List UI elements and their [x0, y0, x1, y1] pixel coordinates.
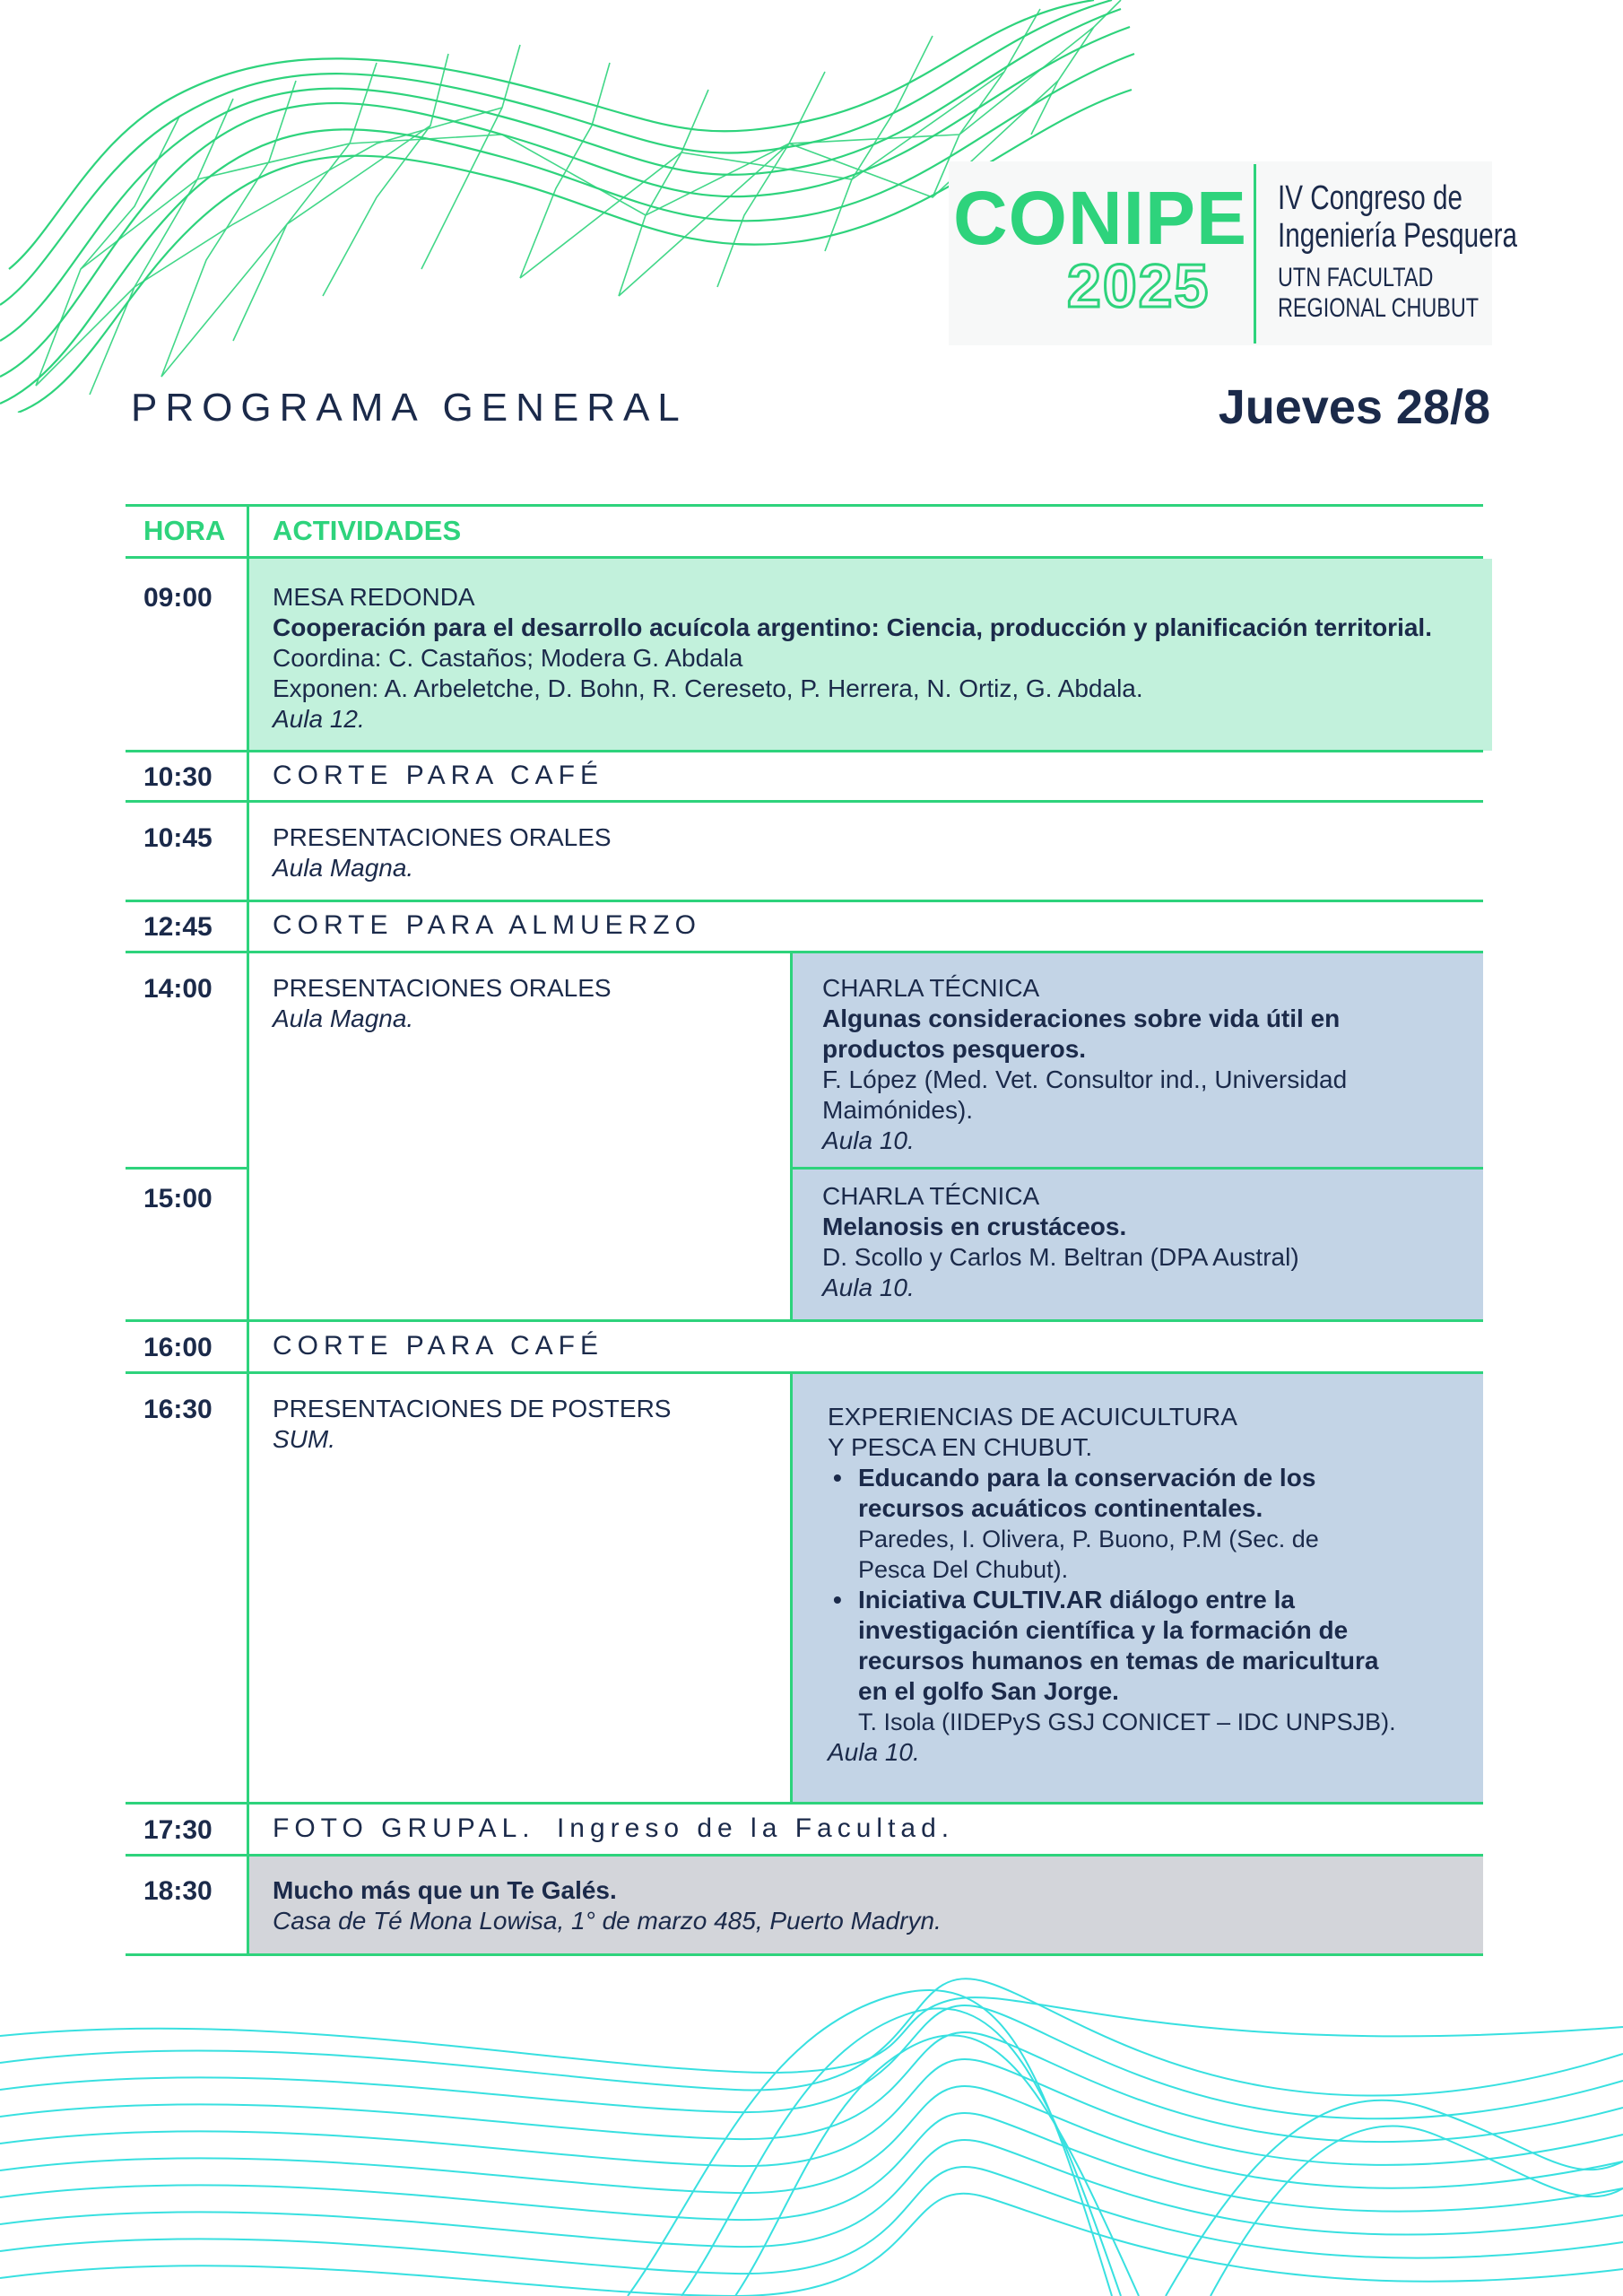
- charla-tecnica-2-cell: [822, 1181, 1299, 1303]
- time-1500: 15:00: [143, 1184, 213, 1213]
- session-room: Aula Magna.: [273, 854, 414, 882]
- session-title-line1: Algunas consideraciones sobre vida útil en: [822, 1004, 1341, 1032]
- column-header-hora: HORA: [143, 515, 226, 546]
- bullet-item-1-authors-line1: Paredes, I. Olivera, P. Buono, P.M (Sec. de: [858, 1526, 1319, 1552]
- page-date: Jueves 28/8: [1218, 380, 1490, 434]
- oral-presentations-cell: [273, 822, 612, 883]
- row-divider: [792, 1167, 1483, 1170]
- posters-cell: [273, 1394, 671, 1455]
- session-speaker-line1: F. López (Med. Vet. Consultor ind., Universidad: [822, 1065, 1348, 1093]
- row-divider: [126, 1319, 1483, 1322]
- logo-faculty-line1: UTN FACULTAD: [1278, 263, 1434, 292]
- session-title: Melanosis en crustáceos.: [822, 1213, 1127, 1240]
- logo-year: 2025: [1067, 252, 1211, 320]
- charla-tecnica-1-cell: [822, 973, 1347, 1156]
- row-divider: [126, 800, 1483, 803]
- time-1830: 18:30: [143, 1876, 213, 1906]
- session-coordinators: Coordina: C. Castaños; Modera G. Abdala: [273, 644, 743, 672]
- session-type: CHARLA TÉCNICA: [822, 974, 1040, 1002]
- time-1045: 10:45: [143, 823, 213, 853]
- session-type: CHARLA TÉCNICA: [822, 1182, 1040, 1210]
- table-top-line: [126, 504, 1483, 507]
- logo-faculty-line2: REGIONAL CHUBUT: [1278, 293, 1480, 323]
- bullet-item-1-line1: • Educando para la conservación de los: [828, 1463, 1396, 1493]
- split-column-divider: [790, 951, 793, 1322]
- coffee-break-label: CORTE PARA CAFÉ: [273, 761, 603, 790]
- time-1030: 10:30: [143, 762, 213, 792]
- row-divider: [126, 1371, 1483, 1374]
- page-title: PROGRAMA GENERAL: [131, 386, 688, 430]
- conipe-logo-wordmark: CONIPE: [953, 176, 1248, 260]
- row-divider: [126, 900, 1483, 902]
- row-divider: [126, 1802, 1483, 1805]
- bullet-item-1-line2: recursos acuáticos continentales.: [858, 1494, 1263, 1522]
- bullet-item-2-line4: en el golfo San Jorge.: [858, 1677, 1119, 1705]
- session-room: Aula 10.: [822, 1274, 915, 1301]
- coffee-break-label: CORTE PARA CAFÉ: [273, 1331, 603, 1361]
- time-1400: 14:00: [143, 974, 213, 1004]
- hora-column-divider: [247, 504, 249, 1956]
- logo-congress-line1: IV Congreso de: [1278, 179, 1462, 217]
- oral-presentations-afternoon-cell: [273, 973, 612, 1034]
- bullet-item-1-authors-line2: Pesca Del Chubut).: [858, 1556, 1069, 1583]
- session-title-line2: productos pesqueros.: [822, 1035, 1087, 1063]
- session-room: SUM.: [273, 1425, 335, 1453]
- bullet-item-2-authors: T. Isola (IIDEPyS GSJ CONICET – IDC UNPSJB).: [858, 1709, 1396, 1735]
- logo-congress-line2: Ingeniería Pesquera: [1278, 217, 1517, 255]
- time-1245: 12:45: [143, 912, 213, 942]
- row-divider: [126, 1167, 249, 1170]
- event-title: Mucho más que un Te Galés.: [273, 1876, 617, 1904]
- split-column-divider: [790, 1371, 793, 1805]
- session-heading-line1: EXPERIENCIAS DE ACUICULTURA: [828, 1403, 1237, 1431]
- logo-divider: [1254, 164, 1256, 344]
- mesa-redonda-cell: [273, 582, 1432, 735]
- bullet-item-2-line1: • Iniciativa CULTIV.AR diálogo entre la: [828, 1585, 1396, 1615]
- session-speakers: Exponen: A. Arbeletche, D. Bohn, R. Cereseto, P. Herrera, N. Ortiz, G. Abdala.: [273, 674, 1143, 702]
- event-place: Casa de Té Mona Lowisa, 1° de marzo 485, Puerto Madryn.: [273, 1907, 942, 1935]
- row-divider: [126, 951, 1483, 953]
- time-1730: 17:30: [143, 1815, 213, 1845]
- session-room: Aula 12.: [273, 705, 365, 733]
- session-title: PRESENTACIONES DE POSTERS: [273, 1395, 672, 1422]
- lunch-break-label: CORTE PARA ALMUERZO: [273, 910, 701, 940]
- bullet-item-2-line3: recursos humanos en temas de maricultura: [858, 1647, 1379, 1674]
- header-bottom-line: [126, 556, 1483, 559]
- session-room: Aula 10.: [822, 1126, 915, 1154]
- session-speaker-line2: Maimónides).: [822, 1096, 974, 1124]
- session-title: Cooperación para el desarrollo acuícola argentino: Ciencia, producción y planificación territorial.: [273, 613, 1432, 641]
- row-divider: [126, 1854, 1483, 1857]
- session-title: PRESENTACIONES ORALES: [273, 823, 612, 851]
- group-photo-label: [273, 1813, 954, 1844]
- column-header-actividades: ACTIVIDADES: [273, 515, 462, 546]
- time-1600: 16:00: [143, 1333, 213, 1362]
- session-type: MESA REDONDA: [273, 583, 475, 611]
- session-speaker: D. Scollo y Carlos M. Beltran (DPA Austral): [822, 1243, 1299, 1271]
- group-photo-detail: Ingreso de la Facultad.: [556, 1813, 955, 1843]
- session-heading-line2: Y PESCA EN CHUBUT.: [828, 1433, 1093, 1461]
- experiencias-cell: [828, 1402, 1396, 1768]
- bullet-item-2-line2: investigación científica y la formación de: [858, 1616, 1349, 1644]
- session-title: PRESENTACIONES ORALES: [273, 974, 612, 1002]
- time-1630: 16:30: [143, 1395, 213, 1424]
- time-0900: 09:00: [143, 583, 213, 613]
- table-bottom-line: [126, 1953, 1483, 1956]
- te-gales-cell: [273, 1875, 942, 1936]
- row-divider: [126, 750, 1483, 752]
- session-room: Aula Magna.: [273, 1004, 414, 1032]
- session-room: Aula 10.: [828, 1738, 920, 1766]
- group-photo-title: FOTO GRUPAL.: [273, 1813, 535, 1843]
